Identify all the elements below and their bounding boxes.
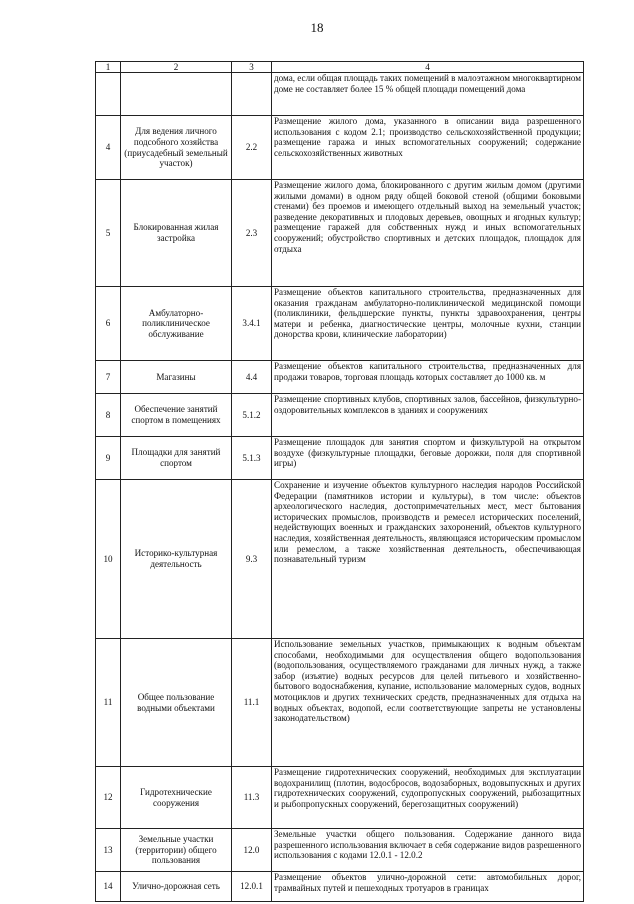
row-number-cell: 9 [96, 437, 121, 480]
row-number-cell: 11 [96, 639, 121, 767]
use-name-cell: Гидротехнические сооружения [121, 767, 232, 829]
table-row [96, 480, 584, 639]
use-code-cell: 12.0 [232, 829, 272, 872]
use-name-cell [121, 73, 232, 116]
table-row [96, 829, 584, 872]
page-number: 18 [310, 20, 324, 35]
row-number-cell: 14 [96, 872, 121, 902]
row-number-cell: 10 [96, 480, 121, 639]
use-description-cell: Земельные участки общего пользования. Содержание данного вида разрешенного использования включает в себя содержание видов разрешенного использования с кодами 12.0.1 - 12.0.2 [272, 829, 584, 872]
header-cell: 1 [96, 62, 121, 73]
use-code-cell: 2.2 [232, 116, 272, 180]
row-number-cell [96, 73, 121, 116]
use-description-cell: Размещение объектов улично-дорожной сети: автомобильных дорог, трамвайных путей и пешеходных тротуаров в границах [272, 872, 584, 902]
use-name-cell: Блокированная жилая застройка [121, 180, 232, 287]
use-code-cell: 5.1.3 [232, 437, 272, 480]
row-number-cell: 6 [96, 287, 121, 361]
table-row [96, 287, 584, 361]
use-description-cell: дома, если общая площадь таких помещений в малоэтажном многоквартирном доме не составляет более 15 % общей площади помещений дома [272, 73, 584, 116]
use-description-cell: Размещение жилого дома, блокированного с другим жилым домом (другими жилыми домами) в одном ряду общей боковой стеной (общими боковыми стенами) без проемов и имеющего отдельный выход на земельный участок; разведение декоративных и плодовых деревьев, овощных и ягодных культур; размещение гаражей для собственных нужд и иных вспомогательных сооружений; обустройство спортивных и детских площадок, площадок для отдыха [272, 180, 584, 287]
use-name-cell: Для ведения личного подсобного хозяйства (приусадебный земельный участок) [121, 116, 232, 180]
use-code-cell: 9.3 [232, 480, 272, 639]
row-number-cell: 13 [96, 829, 121, 872]
use-description-cell: Размещение объектов капитального строительства, предназначенных для оказания гражданам амбулаторно-поликлинической медицинской помощи (поликлиники, фельдшерские пункты, пункты здравоохранения, центры матери и ребенка, диагностические центры, молочные кухни, станции донорства крови, клинические лаборатории) [272, 287, 584, 361]
use-name-cell: Амбулаторно-поликлиническое обслуживание [121, 287, 232, 361]
header-cell: 4 [272, 62, 584, 73]
table-row [96, 872, 584, 902]
use-code-cell: 2.3 [232, 180, 272, 287]
table-row [96, 361, 584, 394]
row-number-cell: 12 [96, 767, 121, 829]
use-name-cell: Улично-дорожная сеть [121, 872, 232, 902]
use-description-cell: Размещение спортивных клубов, спортивных залов, бассейнов, физкультурно-оздоровительных комплексов в зданиях и сооружениях [272, 394, 584, 437]
use-description-cell: Размещение объектов капитального строительства, предназначенных для продажи товаров, торговая площадь которых составляет до 1000 кв. м [272, 361, 584, 394]
header-cell: 3 [232, 62, 272, 73]
table-row [96, 73, 584, 116]
use-code-cell [232, 73, 272, 116]
header-cell: 2 [121, 62, 232, 73]
row-number-cell: 7 [96, 361, 121, 394]
use-code-cell: 11.3 [232, 767, 272, 829]
use-code-cell: 5.1.2 [232, 394, 272, 437]
table-row [96, 180, 584, 287]
land-use-table [95, 61, 584, 902]
use-description-cell: Размещение площадок для занятия спортом и физкультурой на открытом воздухе (физкультурные площадки, беговые дорожки, поля для спортивной игры) [272, 437, 584, 480]
use-name-cell: Площадки для занятий спортом [121, 437, 232, 480]
table-header-row [96, 62, 584, 73]
use-description-cell: Размещение жилого дома, указанного в описании вида разрешенного использования с кодом 2.1; производство сельскохозяйственной продукции; размещение гаража и иных вспомогательных сооружений; содержание сельскохозяйственных животных [272, 116, 584, 180]
use-description-cell: Использование земельных участков, примыкающих к водным объектам способами, необходимыми для осуществления общего водопользования (водопользования, осуществляемого гражданами для личных нужд, а также забор (изъятие) водных ресурсов для целей питьевого и хозяйственно-бытового водоснабжения, купание, использование маломерных судов, водных мотоциклов и других технических средств, предназначенных для отдыха на водных объектах, водопой, если соответствующие запреты не установлены законодательством) [272, 639, 584, 767]
row-number-cell: 4 [96, 116, 121, 180]
table-row [96, 116, 584, 180]
table-row [96, 767, 584, 829]
use-code-cell: 11.1 [232, 639, 272, 767]
use-code-cell: 12.0.1 [232, 872, 272, 902]
use-code-cell: 3.4.1 [232, 287, 272, 361]
use-name-cell: Общее пользование водными объектами [121, 639, 232, 767]
table-row [96, 639, 584, 767]
use-name-cell: Обеспечение занятий спортом в помещениях [121, 394, 232, 437]
use-description-cell: Размещение гидротехнических сооружений, необходимых для эксплуатации водохранилищ (плотин, водосбросов, водозаборных, водовыпускных и других гидротехнических сооружений, судопропускных сооружений, рыбозащитных и рыбопропускных сооружений, берегозащитных сооружений) [272, 767, 584, 829]
row-number-cell: 8 [96, 394, 121, 437]
table-row [96, 394, 584, 437]
use-name-cell: Историко-культурная деятельность [121, 480, 232, 639]
use-code-cell: 4.4 [232, 361, 272, 394]
use-name-cell: Магазины [121, 361, 232, 394]
use-description-cell: Сохранение и изучение объектов культурного наследия народов Российской Федерации (памятников истории и культуры), в том числе: объектов археологического наследия, достопримечательных мест, мест бытования исторических промыслов, производств и ремесел исторических поселений, недействующих военных и гражданских захоронений, объектов культурного наследия, хозяйственная деятельность, являющаяся историческим промыслом или ремеслом, а также хозяйственная деятельность, обеспечивающая познавательный туризм [272, 480, 584, 639]
row-number-cell: 5 [96, 180, 121, 287]
table-row [96, 437, 584, 480]
use-name-cell: Земельные участки (территории) общего пользования [121, 829, 232, 872]
